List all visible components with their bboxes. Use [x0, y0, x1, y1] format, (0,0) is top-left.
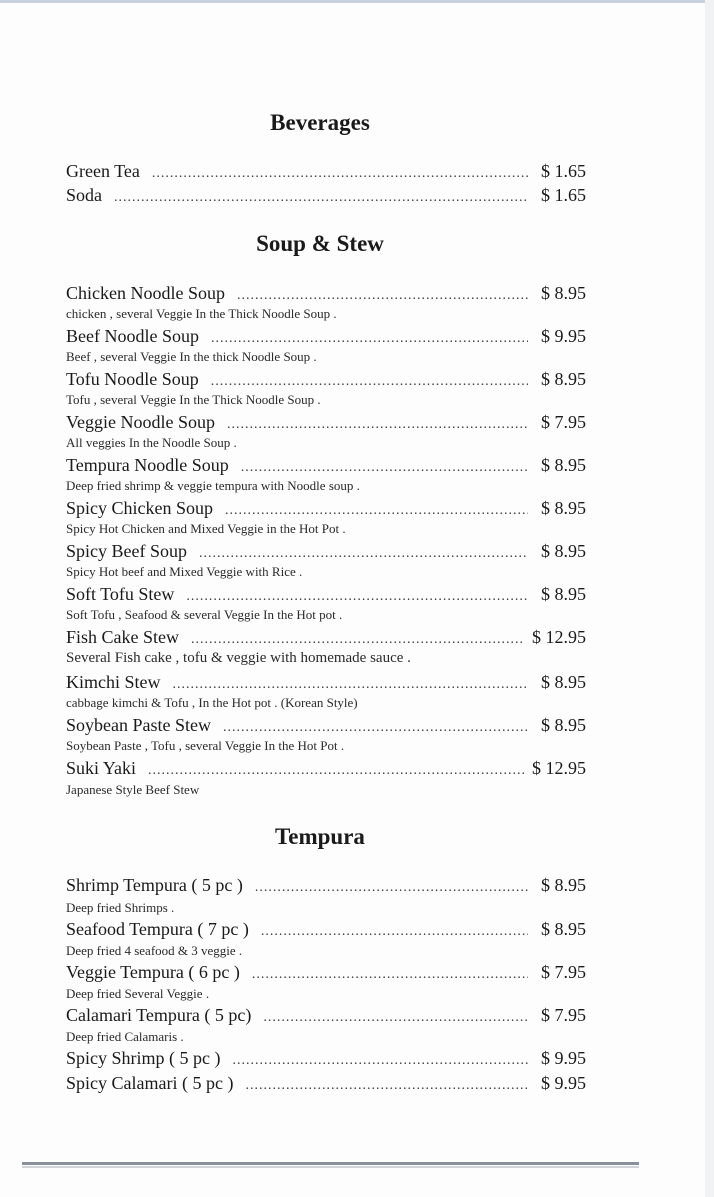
item-name: Soybean Paste Stew — [66, 715, 211, 735]
tempura-heading: Tempura — [275, 824, 365, 849]
item-name: Veggie Noodle Soup — [66, 412, 215, 432]
menu-item — [66, 1072, 586, 1097]
menu-item — [66, 368, 586, 393]
item-description: Deep fried shrimp & veggie tempura with Noodle soup . — [66, 478, 360, 493]
item-name: Tempura Noodle Soup — [66, 455, 229, 475]
menu-item — [66, 961, 586, 986]
leader-dots — [227, 414, 528, 436]
menu-item — [66, 411, 586, 436]
leader-dots — [263, 1007, 528, 1029]
item-name: Fish Cake Stew — [66, 627, 180, 647]
item-price: $ 8.95 — [541, 715, 586, 735]
item-price: $ 8.95 — [541, 672, 586, 692]
item-price: $ 1.65 — [541, 161, 586, 181]
leader-dots — [199, 543, 528, 565]
item-description: Several Fish cake , tofu & veggie with homemade sauce . — [66, 650, 411, 666]
item-description: Spicy Hot beef and Mixed Veggie with Rice . — [66, 564, 303, 579]
menu-item — [66, 282, 586, 307]
item-price: $ 12.95 — [532, 758, 586, 778]
item-description: Deep fried Several Veggie . — [66, 986, 210, 1001]
item-price: $ 8.95 — [541, 919, 586, 939]
menu-item — [66, 1004, 586, 1029]
item-name: Green Tea — [66, 161, 140, 181]
item-price: $ 9.95 — [541, 1073, 586, 1093]
item-name: Spicy Beef Soup — [66, 541, 187, 561]
menu-item — [66, 1047, 586, 1072]
leader-dots — [152, 163, 528, 185]
menu-item — [66, 757, 586, 782]
beverages-heading: Beverages — [270, 110, 370, 135]
item-price: $ 9.95 — [541, 326, 586, 346]
menu-item — [66, 671, 586, 696]
item-name: Seafood Tempura ( 7 pc ) — [66, 919, 249, 939]
menu-item — [66, 540, 586, 565]
menu-item — [66, 325, 586, 350]
item-name: Soda — [66, 185, 102, 205]
leader-dots — [225, 500, 528, 522]
item-price: $ 7.95 — [541, 1005, 586, 1025]
item-description: chicken , several Veggie In the Thick Noodle Soup . — [66, 306, 337, 321]
item-name: Calamari Tempura ( 5 pc) — [66, 1005, 252, 1025]
item-price: $ 8.95 — [541, 541, 586, 561]
menu-item — [66, 626, 586, 651]
item-price: $ 1.65 — [541, 185, 586, 205]
item-description: All veggies In the Noodle Soup . — [66, 435, 237, 450]
item-name: Veggie Tempura ( 6 pc ) — [66, 962, 240, 982]
bottom-rule-shadow — [22, 1166, 639, 1168]
leader-dots — [261, 921, 528, 943]
leader-dots — [237, 285, 528, 307]
item-price: $ 8.95 — [541, 369, 586, 389]
item-name: Spicy Calamari ( 5 pc ) — [66, 1073, 234, 1093]
menu-item — [66, 160, 586, 185]
leader-dots — [211, 371, 528, 393]
menu-item — [66, 454, 586, 479]
item-price: $ 8.95 — [541, 875, 586, 895]
item-description: Beef , several Veggie In the thick Noodle Soup . — [66, 349, 317, 364]
item-price: $ 8.95 — [541, 584, 586, 604]
item-name: Chicken Noodle Soup — [66, 283, 225, 303]
item-name: Spicy Chicken Soup — [66, 498, 213, 518]
item-price: $ 7.95 — [541, 962, 586, 982]
item-description: Deep fried Shrimps . — [66, 900, 175, 915]
item-description: Deep fried Calamaris . — [66, 1029, 184, 1044]
menu-item — [66, 497, 586, 522]
leader-dots — [191, 629, 524, 651]
item-description: Tofu , several Veggie In the Thick Noodle Soup . — [66, 392, 321, 407]
item-description: Soft Tofu , Seafood & several Veggie In the Hot pot . — [66, 607, 343, 622]
menu-item — [66, 874, 586, 899]
item-price: $ 7.95 — [541, 412, 586, 432]
item-description: cabbage kimchi & Tofu , In the Hot pot . (Korean Style) — [66, 695, 358, 710]
leader-dots — [241, 457, 528, 479]
item-description: Japanese Style Beef Stew — [66, 782, 200, 797]
item-description: Deep fried 4 seafood & 3 veggie . — [66, 943, 243, 958]
item-price: $ 8.95 — [541, 455, 586, 475]
bottom-rule — [22, 1162, 639, 1165]
soup-stew-heading: Soup & Stew — [256, 231, 384, 256]
leader-dots — [233, 1050, 529, 1072]
leader-dots — [114, 187, 528, 209]
menu-item — [66, 583, 586, 608]
item-price: $ 8.95 — [541, 283, 586, 303]
top-border — [0, 0, 714, 3]
item-description: Soybean Paste , Tofu , several Veggie In the Hot Pot . — [66, 738, 345, 753]
item-name: Tofu Noodle Soup — [66, 369, 199, 389]
leader-dots — [173, 674, 529, 696]
item-name: Shrimp Tempura ( 5 pc ) — [66, 875, 243, 895]
leader-dots — [223, 717, 528, 739]
menu-item — [66, 184, 586, 209]
item-description: Spicy Hot Chicken and Mixed Veggie in the Hot Pot . — [66, 521, 346, 536]
item-price: $ 8.95 — [541, 498, 586, 518]
item-price: $ 12.95 — [532, 627, 586, 647]
page-edge — [705, 0, 714, 1197]
item-name: Kimchi Stew — [66, 672, 161, 692]
leader-dots — [148, 760, 524, 782]
leader-dots — [211, 328, 528, 350]
item-name: Soft Tofu Stew — [66, 584, 175, 604]
leader-dots — [245, 1075, 528, 1097]
leader-dots — [252, 964, 528, 986]
leader-dots — [255, 877, 528, 899]
item-name: Spicy Shrimp ( 5 pc ) — [66, 1048, 221, 1068]
menu-item — [66, 918, 586, 943]
leader-dots — [186, 586, 528, 608]
item-name: Suki Yaki — [66, 758, 137, 778]
menu-item — [66, 714, 586, 739]
item-price: $ 9.95 — [541, 1048, 586, 1068]
item-name: Beef Noodle Soup — [66, 326, 199, 346]
